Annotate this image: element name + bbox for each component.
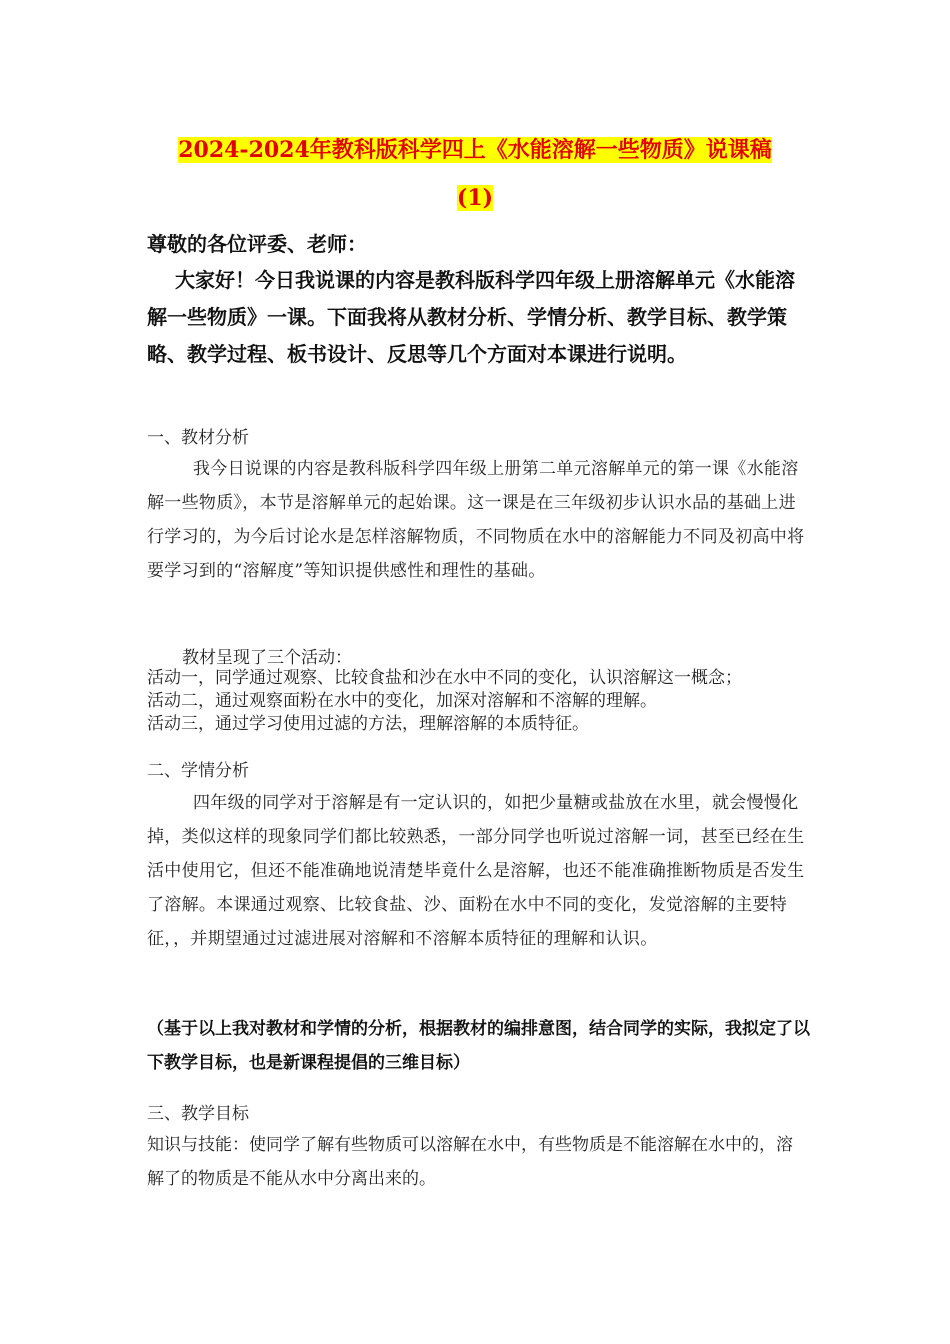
activities-heading: 教材呈现了三个活动：: [182, 648, 352, 668]
activities-list: [147, 667, 742, 736]
document-title-line1: [145, 135, 805, 165]
title-text-2: (1): [456, 185, 494, 211]
student-analysis-paragraph: 四年级的同学对于溶解是有一定认识的，如把少量糖或盐放在水里，就会慢慢化掉，类似这样的现象同学们都比较熟悉，一部分同学也听说过溶解一词，甚至已经在生活中使用它，但还不能准确地说清楚毕竟什么是溶解，也还不能准确推断物质是否发生了溶解。本课通过观察、比较食盐、沙、面粉在水中不同的变化，发觉溶解的主要特征，，并期望通过过滤进展对溶解和不溶解本质特征的理解和认识。: [147, 793, 805, 949]
section-heading-teaching-goals: 三、教学目标: [147, 1104, 249, 1124]
activity-item: 活动一，同学通过观察、比较食盐和沙在水中不同的变化，认识溶解这一概念；: [147, 668, 742, 688]
salutation: 尊敬的各位评委、老师：: [147, 232, 367, 256]
section-heading-student-analysis: 二、学情分析: [147, 761, 249, 781]
textbook-analysis-paragraph: 我今日说课的内容是教科版科学四年级上册第二单元溶解单元的第一课《水能溶解一些物质》，本节是溶解单元的起始课。这一课是在三年级初步认识水品的基础上进行学习的，为今后讨论水是怎样溶解物质，不同物质在水中的溶解能力不同及初高中将要学习到的“溶解度”等知识提供感性和理性的基础。: [147, 459, 805, 581]
knowledge-skill-goal: 知识与技能：使同学了解有些物质可以溶解在水中，有些物质是不能溶解在水中的，溶解了的物质是不能从水中分离出来的。: [147, 1135, 793, 1189]
activity-item: 活动三，通过学习使用过滤的方法，理解溶解的本质特征。: [147, 714, 589, 734]
activity-item: 活动二，通过观察面粉在水中的变化，加深对溶解和不溶解的理解。: [147, 691, 657, 711]
section-heading-textbook-analysis: 一、教材分析: [147, 428, 249, 448]
bold-note: （基于以上我对教材和学情的分析，根据教材的编排意图，结合同学的实际，我拟定了以下教学目标，也是新课程提倡的三维目标）: [147, 1019, 810, 1073]
title-text-1: 2024-2024年教科版科学四上《水能溶解一些物质》说课稿: [178, 137, 772, 163]
document-title-line2: [145, 183, 805, 213]
intro-paragraph: 大家好！今日我说课的内容是教科版科学四年级上册溶解单元《水能溶解一些物质》一课。下面我将从教材分析、学情分析、教学目标、教学策略、教学过程、板书设计、反思等几个方面对本课进行说明。: [147, 268, 795, 366]
